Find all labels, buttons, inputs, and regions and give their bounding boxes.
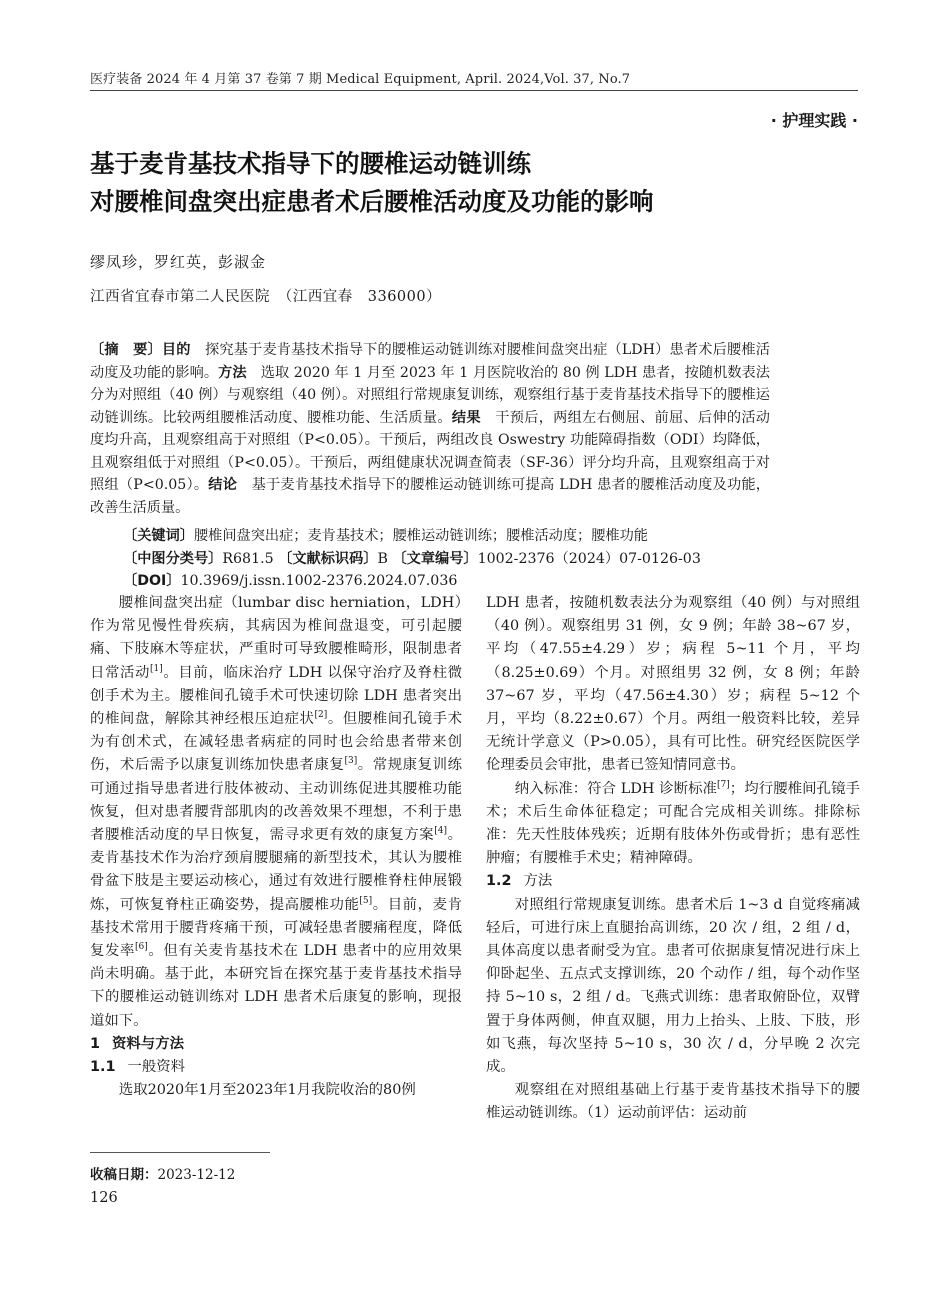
- result-label: 结果: [451, 409, 481, 426]
- clc-value: R681.5: [222, 551, 274, 567]
- clc-label: 〔中图分类号〕: [123, 551, 223, 567]
- header-rule: [90, 90, 858, 91]
- articleno-label: 〔文章编号〕: [392, 551, 478, 567]
- criteria-paragraph: 纳入标准：符合 LDH 诊断标准[7]；均行腰椎间孔镜手术；术后生命体征稳定；可配合完成相关训练。排除标准：先天性肢体残疾；近期有肢体外伤或骨折；患有恶性肿瘤；有腰椎手术史；精神障碍。: [486, 779, 860, 867]
- intro-paragraph: 腰椎间盘突出症（lumbar disc herniation，LDH）作为常见慢性骨疾病，其病因为椎间盘退变，可引起腰痛、下肢麻木等症状，严重时可导致腰椎畸形，限制患者日常活动[1]。目前，临床治疗 LDH 以保守治疗及脊柱微创手术为主。腰椎间孔镜手术可快速切除 LDH 患者突出的椎间盘，解除其神经根压迫症状[2]。但腰椎间孔镜手术为有创术式，在减轻患者病症的同时也会给患者带来创伤，术后需予以康复训练加快患者康复[3]。常规康复训练可通过指导患者进行肢体被动、主动训练促进其腰椎功能恢复，但对患者腰背部肌肉的改善效果不理想，不利于患者腰椎活动度的早日恢复，需寻求更有效的康复方案[4]。麦肯基技术作为治疗颈肩腰腿痛的新型技术，其认为腰椎骨盆下肢是主要运动核心，通过有效进行腰椎脊柱伸展锻炼，可恢复脊柱正确姿势，提高腰椎功能[5]。目前，麦肯基技术常用于腰背疼痛干预，可减轻患者腰痛程度，降低复发率[6]。但有关麦肯基技术在 LDH 患者中的应用效果尚未明确。基于此，本研究旨在探究基于麦肯基技术指导下的腰椎运动链训练对 LDH 患者术后康复的影响，现报道如下。: [90, 595, 462, 1029]
- purpose-text: 探究基于麦肯基技术指导下的腰椎运动链训练对腰椎间盘突出症（LDH）患者术后腰椎活动度及功能的影响。: [90, 342, 770, 381]
- article-title: [90, 145, 870, 221]
- page-number: 126: [90, 1190, 118, 1206]
- section-1-1-text: 选取2020年1月至2023年1月我院收治的80例: [118, 1082, 416, 1099]
- doccode-label: 〔文献标识码〕: [278, 551, 378, 567]
- authors: 缪凤珍，罗红英，彭淑金: [90, 253, 267, 271]
- right-column: [486, 592, 860, 1126]
- conclusion-text: 基于麦肯基技术指导下的腰椎运动链训练可提高 LDH 患者的腰椎活动度及功能，改善生活质量。: [90, 477, 770, 516]
- journal-header: 医疗装备 2024 年 4 月第 37 卷第 7 期 Medical Equipment, April. 2024,Vol. 37, No.7: [90, 72, 631, 87]
- doccode-value: B: [377, 551, 388, 567]
- title-line-2: 对腰椎间盘突出症患者术后腰椎活动度及功能的影响: [90, 187, 654, 216]
- doi-label: 〔DOI〕: [123, 573, 181, 589]
- observation-method-paragraph: 观察组在对照组基础上行基于麦肯基技术指导下的腰椎运动链训练。（1）运动前评估：运动前: [486, 1082, 860, 1122]
- method-label: 方法: [218, 364, 247, 381]
- control-method-paragraph: 对照组行常规康复训练。患者术后 1~3 d 自觉疼痛减轻后，可进行床上直腿抬高训练，20 次 / 组，2 组 / d，具体高度以患者耐受为宜。患者可依据康复情况进行床上仰卧起坐、五点式支撑训练，20 个动作 / 组，每个动作坚持 5~10 s，2 组 / d。飞燕式训练：患者取俯卧位，双臂置于身体两侧，伸直双腿，用力上抬头、上肢、下肢，形如飞燕，每次坚持 5~10 s，30 次 / d，分早晚 2 次完成。: [486, 896, 860, 1076]
- footnote-rule: [90, 1152, 270, 1153]
- title-line-1: 基于麦肯基技术指导下的腰椎运动链训练: [90, 149, 531, 178]
- classification-line: [123, 548, 763, 571]
- articleno-value: 1002-2376（2024）07-0126-03: [477, 551, 701, 567]
- purpose-label: 目的: [161, 342, 191, 358]
- method-text: 选取 2020 年 1 月至 2023 年 1 月医院收治的 80 例 LDH 患者，按随机数表法分为对照组（40 例）与观察组（40 例）。对照组行常规康复训练，观察组行基于麦肯基技术指导下的腰椎运动链训练。比较两组腰椎活动度、腰椎功能、生活质量。: [90, 364, 770, 426]
- section-1-2-heading: 1.2 方法: [486, 873, 553, 890]
- left-column: [90, 592, 462, 1102]
- keywords-line: [123, 525, 763, 548]
- conclusion-label: 结论: [208, 477, 238, 493]
- result-text: 干预后，两组左右侧屈、前屈、后伸的活动度均升高，且观察组高于对照组（P<0.05）。干预后，两组改良 Oswestry 功能障碍指数（ODI）均降低，且观察组低于对照组（P<0.05）。干预后，两组健康状况调查简表（SF-36）评分均升高，且观察组高于对照组（P<0.05）。: [90, 409, 770, 493]
- keywords-label: 〔关键词〕: [123, 528, 194, 544]
- affiliation: 江西省宜春市第二人民医院 （江西宜春 336000）: [90, 289, 442, 305]
- section-tag: · 护理实践 ·: [770, 111, 858, 130]
- doi-value: 10.3969/j.issn.1002-2376.2024.07.036: [180, 573, 458, 589]
- abstract: [90, 339, 770, 519]
- abstract-label: 〔摘 要〕: [90, 342, 162, 358]
- section-1-heading: 1 资料与方法: [90, 1035, 184, 1052]
- doi-line: [123, 570, 763, 593]
- received-date: 收稿日期：2023-12-12: [90, 1167, 236, 1183]
- subjects-paragraph: LDH 患者，按随机数表法分为观察组（40 例）与对照组（40 例）。观察组男 31 例，女 9 例；年龄 38~67 岁，平均（47.55±4.29）岁；病程 5~11 个月，平均（8.25±0.69）个月。对照组男 32 例，女 8 例；年龄 37~67 岁，平均（47.56±4.30）岁；病程 5~12 个月，平均（8.22±0.67）个月。两组一般资料比较，差异无统计学意义（P>0.05），具有可比性。研究经医院医学伦理委员会审批，患者已签知情同意书。: [486, 595, 860, 774]
- keywords: 腰椎间盘突出症；麦肯基技术；腰椎运动链训练；腰椎活动度；腰椎功能: [193, 528, 648, 544]
- section-1-1-heading: 1.1 一般资料: [90, 1059, 186, 1076]
